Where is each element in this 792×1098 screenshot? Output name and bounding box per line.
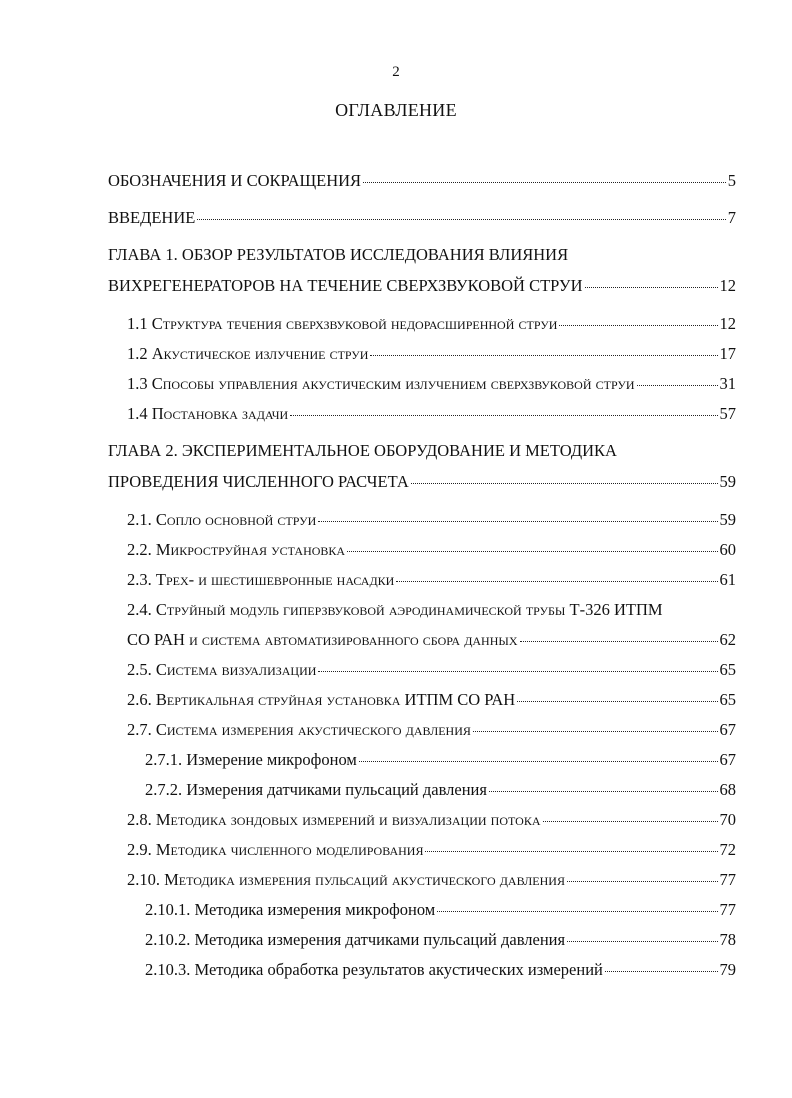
toc-entry-page: 78	[719, 930, 736, 949]
dot-leader	[425, 837, 717, 852]
toc-entry-2-2	[127, 539, 736, 561]
dot-leader	[585, 273, 718, 288]
toc-entry-text: 2.10.3. Методика обработка результатов акустических измерений	[145, 960, 603, 979]
dot-leader	[370, 341, 717, 356]
toc-entry-text: ВИХРЕГЕНЕРАТОРОВ НА ТЕЧЕНИЕ СВЕРХЗВУКОВОЙ СТРУИ	[108, 276, 583, 295]
toc-entry-text: 1.4 Постановка задачи	[127, 404, 289, 423]
dot-leader	[567, 867, 718, 882]
toc-entry-2-10-2	[145, 929, 736, 951]
dot-leader	[567, 927, 717, 942]
dot-leader	[347, 537, 717, 552]
toc-entry-2-9	[127, 839, 736, 861]
toc-entry-2-7-2	[145, 779, 736, 801]
dot-leader	[517, 687, 717, 702]
toc-entry-page: 59	[719, 510, 736, 529]
toc-entry-text: СО РАН и система автоматизированного сбора данных	[127, 630, 518, 649]
toc-entry-2-4	[127, 629, 736, 651]
toc-entry-page: 57	[719, 404, 736, 423]
toc-entry-1-3	[127, 373, 736, 395]
toc-entry-2-4-line1: 2.4. Струйный модуль гиперзвуковой аэродинамической трубы Т-326 ИТПМ	[127, 600, 663, 619]
toc-entry-text: 1.2 Акустическое излучение струи	[127, 344, 369, 363]
toc-entry-text: 2.10.2. Методика измерения датчиками пульсаций давления	[145, 930, 566, 949]
dot-leader	[290, 401, 717, 416]
toc-entry-text: 2.1. Сопло основной струи	[127, 510, 317, 529]
toc-entry-text: 1.3 Способы управления акустическим излучением сверхзвуковой струи	[127, 374, 635, 393]
toc-entry-1-1	[127, 313, 736, 335]
toc-entry-page: 67	[719, 720, 736, 739]
toc-entry-chapter1	[108, 275, 736, 297]
toc-entry-text: 2.7.2. Измерения датчиками пульсаций давления	[145, 780, 487, 799]
dot-leader	[559, 311, 717, 326]
toc-entry-text: ОБОЗНАЧЕНИЯ И СОКРАЩЕНИЯ	[108, 171, 362, 190]
toc-entry-text: ПРОВЕДЕНИЯ ЧИСЛЕННОГО РАСЧЕТА	[108, 472, 409, 491]
toc-entry-introduction	[108, 207, 736, 229]
toc-entry-page: 12	[719, 314, 736, 333]
dot-leader	[197, 205, 725, 220]
toc-entry-2-7	[127, 719, 736, 741]
toc-entry-chapter2-line1: ГЛАВА 2. ЭКСПЕРИМЕНТАЛЬНОЕ ОБОРУДОВАНИЕ И МЕТОДИКА	[108, 441, 617, 460]
toc-entry-notation	[108, 170, 736, 192]
toc-entry-text: 2.5. Система визуализации	[127, 660, 317, 679]
toc-entry-1-2	[127, 343, 736, 365]
toc-entry-page: 68	[719, 780, 736, 799]
toc-entry-page: 65	[719, 690, 736, 709]
toc-entry-page: 59	[719, 472, 736, 491]
toc-entry-1-4	[127, 403, 736, 425]
toc-entry-page: 77	[719, 870, 736, 889]
toc-entry-page: 5	[727, 171, 736, 190]
toc-entry-page: 31	[719, 374, 736, 393]
toc-entry-chapter1-line1: ГЛАВА 1. ОБЗОР РЕЗУЛЬТАТОВ ИССЛЕДОВАНИЯ ВЛИЯНИЯ	[108, 245, 569, 264]
dot-leader	[437, 897, 717, 912]
toc-entry-page: 67	[719, 750, 736, 769]
dot-leader	[489, 777, 718, 792]
toc-entry-text: 2.8. Методика зондовых измерений и визуализации потока	[127, 810, 541, 829]
toc-entry-text: 2.2. Микроструйная установка	[127, 540, 346, 559]
dot-leader	[605, 957, 718, 972]
toc-entry-text: 2.9. Методика численного моделирования	[127, 840, 424, 859]
toc-entry-text: 2.10. Методика измерения пульсаций акустического давления	[127, 870, 565, 889]
dot-leader	[473, 717, 718, 732]
toc-entry-page: 79	[719, 960, 736, 979]
toc-entry-2-5	[127, 659, 736, 681]
toc-entry-page: 12	[719, 276, 736, 295]
toc-entry-2-10-1	[145, 899, 736, 921]
dot-leader	[359, 747, 718, 762]
dot-leader	[411, 469, 718, 484]
toc-title: ОГЛАВЛЕНИЕ	[335, 100, 457, 120]
toc-entry-2-1	[127, 509, 736, 531]
toc-entry-2-7-1	[145, 749, 736, 771]
toc-entry-2-3	[127, 569, 736, 591]
toc-entry-page: 7	[727, 208, 736, 227]
dot-leader	[318, 657, 717, 672]
toc-entry-page: 72	[719, 840, 736, 859]
dot-leader	[520, 627, 718, 642]
dot-leader	[318, 507, 717, 522]
toc-entry-page: 65	[719, 660, 736, 679]
toc-entry-2-8	[127, 809, 736, 831]
toc-entry-chapter2	[108, 471, 736, 493]
toc-entry-page: 61	[719, 570, 736, 589]
toc-entry-text: 1.1 Структура течения сверхзвуковой недорасширенной струи	[127, 314, 558, 333]
toc-entry-text: 2.6. Вертикальная струйная установка ИТПМ СО РАН	[127, 690, 516, 709]
toc-entry-text: 2.10.1. Методика измерения микрофоном	[145, 900, 436, 919]
dot-leader	[637, 371, 718, 386]
toc-entry-page: 77	[719, 900, 736, 919]
page-number: 2	[392, 64, 400, 80]
toc-entry-page: 60	[719, 540, 736, 559]
toc-entry-page: 62	[719, 630, 736, 649]
dot-leader	[363, 168, 726, 183]
toc-entry-2-10-3	[145, 959, 736, 981]
toc-entry-text: 2.3. Трех- и шестишевронные насадки	[127, 570, 395, 589]
toc-entry-page: 17	[719, 344, 736, 363]
toc-entry-2-10	[127, 869, 736, 891]
toc-entry-2-6	[127, 689, 736, 711]
toc-entry-text: ВВЕДЕНИЕ	[108, 208, 196, 227]
toc-entry-text: 2.7. Система измерения акустического давления	[127, 720, 471, 739]
dot-leader	[396, 567, 717, 582]
dot-leader	[543, 807, 718, 822]
toc-entry-text: 2.7.1. Измерение микрофоном	[145, 750, 357, 769]
toc-entry-page: 70	[719, 810, 736, 829]
